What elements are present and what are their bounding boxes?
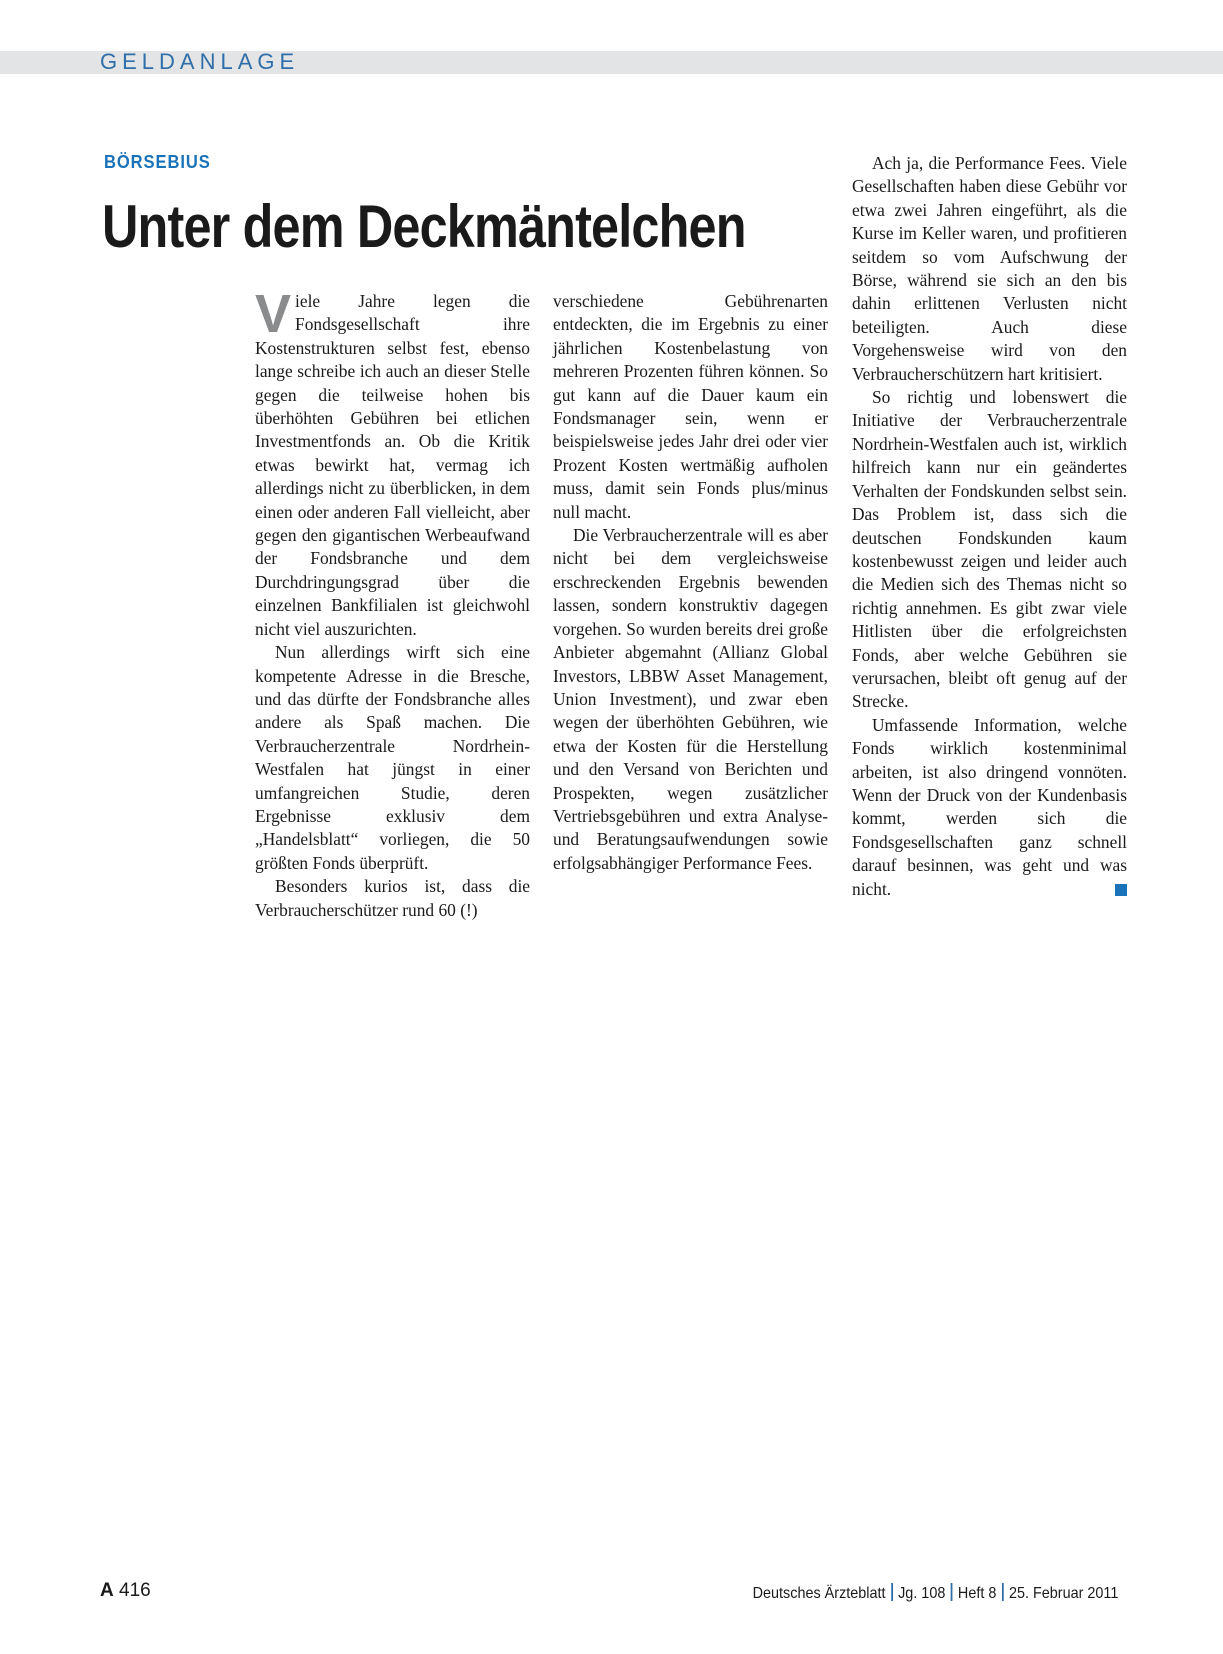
dropcap: V (255, 284, 292, 344)
separator (1001, 1583, 1003, 1601)
issue: Heft 8 (957, 1585, 996, 1602)
section-label: GELDANLAGE (100, 49, 300, 74)
paragraph: Nun allerdings wirft sich eine kompetente Adresse in die Bresche, und das dürfte der Fondsbranche alles andere als Spaß machen. Die Verbraucherzentrale Nordrhein-Westfalen hat jüngst in einer umfangreichen Studie, deren Ergebnisse exklusiv dem „Handelsblatt“ vorliegen, die 50 größten Fonds überprüft. (255, 642, 530, 873)
journal-name: Deutsches Ärzteblatt (752, 1585, 886, 1602)
article-column-1 (255, 284, 530, 922)
paragraph: Ach ja, die Performance Fees. Viele Gesellschaften haben diese Gebühr vor etwa zwei Jahren eingeführt, als die Kurse im Keller waren, und profitieren seitdem so vom Aufschwung der Börse, während sie sich an den bis dahin erlittenen Verlusten nicht beteiligten. Auch diese Vorgehensweise wird von den Verbraucherschützern hart kritisiert. (852, 153, 1127, 384)
paragraph-text: Umfassende Information, welche Fonds wirklich kostenminimal arbeiten, ist also dringend vonnöten. Wenn der Druck von der Kundenbasis kommt, werden sich die Fondsgesellschaften ganz schnell darauf besinnen, was geht und was nicht. (852, 714, 1127, 899)
separator (950, 1583, 952, 1601)
paragraph: verschiedene Gebührenarten entdeckten, die im Ergebnis zu einer jährlichen Kostenbelastung von mehreren Prozenten führen können. So gut kann auf die Dauer kaum ein Fondsmanager sein, wenn er beispielsweise jedes Jahr drei oder vier Prozent Kosten wertmäßig aufholen muss, damit sein Fonds plus/minus null macht. (553, 291, 828, 522)
paragraph: Die Verbraucherzentrale will es aber nicht bei dem vergleichsweise erschreckenden Ergebnis bewenden lassen, sondern konstruktiv dagegen vorgehen. So wurden bereits drei große Anbieter abgemahnt (Allianz Global Investors, LBBW Asset Management, Union Investment), und zwar eben wegen der überhöhten Gebühren, wie etwa der Kosten für die Herstellung und den Versand von Berichten und Prospekten, wegen zusätzlicher Vertriebsgebühren und extra Analyse- und Beratungsaufwendungen sowie erfolgsabhängiger Performance Fees. (553, 525, 828, 873)
volume: Jg. 108 (897, 1585, 945, 1602)
paragraph: So richtig und lobenswert die Initiative der Verbraucherzentrale Nordrhein-Westfalen auch ist, wirklich hilfreich kann nur ein geändertes Verhalten der Fondskunden selbst sein. Das Problem ist, dass sich die deutschen Fondskunden kaum kostenbewusst zeigen und leider auch die Medien sich des Themas nicht so richtig annehmen. Es gibt zwar viele Hitlisten über die erfolgreichsten Fonds, aber welche Gebühren sie verursachen, bleibt oft genug auf der Strecke. (852, 387, 1127, 712)
separator (891, 1583, 893, 1601)
page-letter: A (100, 1580, 114, 1601)
paragraph: Besonders kurios ist, dass die Verbraucherschützer rund 60 (!) (255, 876, 530, 920)
article-column-3 (852, 152, 1127, 901)
paragraph-text: iele Jahre legen die Fondsgesellschaft ihre Kostenstrukturen selbst fest, ebenso lange schreibe ich auch an dieser Stelle gegen die teilweise hohen bis überhöhten Gebühren bei etlichen Investmentfonds an. Ob die Kritik etwas bewirkt hat, vermag ich allerdings nicht zu überblicken, in dem einen oder anderen Fall vielleicht, aber gegen den gigantischen Werbeaufwand der Fondsbranche und dem Durchdringungsgrad über die einzelnen Bankfilialen ist gleichwohl nicht viel auszurichten. (255, 291, 530, 639)
end-of-article-icon (1115, 884, 1127, 896)
article-kicker: BÖRSEBIUS (104, 152, 211, 172)
page-number-value: 416 (119, 1580, 151, 1601)
article-headline: Unter dem Deckmäntelchen (102, 193, 746, 260)
date: 25. Februar 2011 (1008, 1585, 1118, 1602)
page-number (100, 1580, 151, 1602)
paragraph (255, 284, 530, 641)
footer-citation (752, 1583, 1118, 1603)
article-column-2 (553, 290, 828, 875)
paragraph (852, 714, 1127, 901)
